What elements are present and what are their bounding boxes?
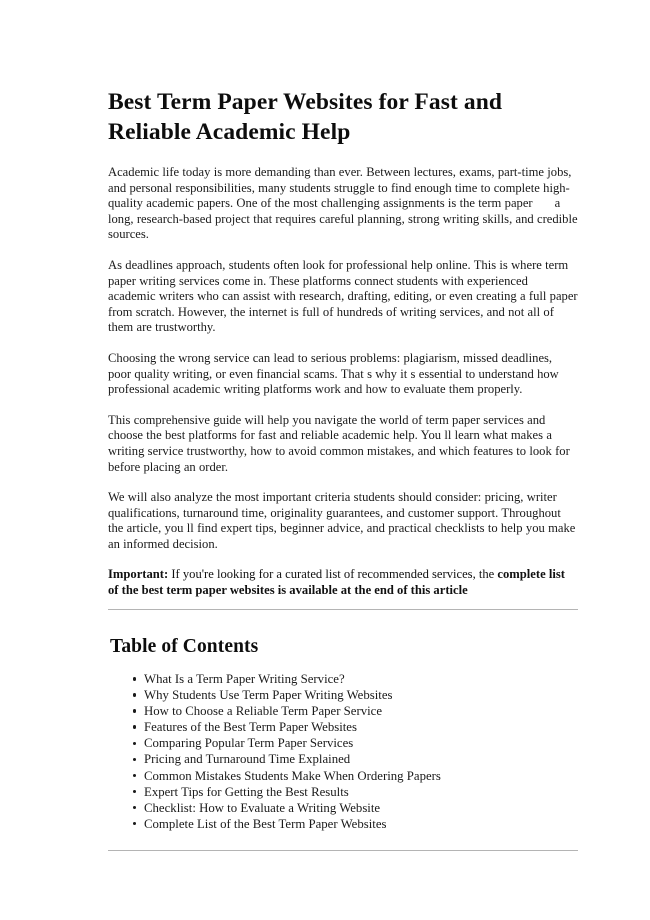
toc-item-label: What Is a Term Paper Writing Service? bbox=[144, 672, 345, 686]
list-item[interactable] bbox=[144, 735, 574, 751]
bullet-icon bbox=[133, 822, 136, 825]
toc-heading: Table of Contents bbox=[110, 636, 259, 657]
list-item[interactable] bbox=[144, 671, 574, 687]
toc-item-label: Comparing Popular Term Paper Services bbox=[144, 736, 354, 751]
bullet-icon bbox=[133, 806, 136, 809]
list-item[interactable] bbox=[144, 816, 574, 832]
bullet-icon bbox=[133, 709, 136, 712]
toc-list bbox=[128, 671, 574, 832]
list-item[interactable] bbox=[144, 751, 574, 767]
page-title: Best Term Paper Websites for Fast and Reliable Academic Help bbox=[108, 89, 503, 145]
bullet-icon bbox=[133, 774, 136, 777]
list-item[interactable] bbox=[144, 719, 574, 735]
toc-item-label: Features of the Best Term Paper Websites bbox=[144, 720, 357, 735]
paragraph-criteria: We will also analyze the most important criteria students should consider: pricing, writer qualifications, turnaround time, originality guarantees, and customer support. Throughout the article, you ll find expert tips, beginner advice, and practical checklists to help you make an informed decision. bbox=[108, 490, 576, 551]
toc-item-label: How to Choose a Reliable Term Paper Service bbox=[144, 704, 383, 719]
bullet-icon bbox=[133, 693, 136, 696]
list-item[interactable] bbox=[144, 784, 574, 800]
important-note bbox=[108, 567, 578, 598]
toc-item-label: Complete List of the Best Term Paper Websites bbox=[144, 816, 387, 831]
bullet-icon bbox=[133, 677, 136, 680]
toc-item-label: Checklist: How to Evaluate a Writing Website bbox=[144, 800, 381, 815]
bullet-icon bbox=[133, 742, 136, 745]
list-item[interactable] bbox=[144, 768, 574, 784]
paragraph-services-overview: As deadlines approach, students often look for professional help online. This is where term paper writing services come in. These platforms connect students with experienced academic writers who can assist with research, drafting, editing, or even creating a full paper from scratch. However, the internet is full of hundreds of writing services, and not all of them are trustworthy. bbox=[108, 257, 578, 335]
toc-item-label: Why Students Use Term Paper Writing Websites bbox=[144, 688, 393, 703]
important-note-emphasis: complete list of the best term paper websites is available at the end of this article bbox=[108, 567, 565, 598]
paragraph-risks: Choosing the wrong service can lead to serious problems: plagiarism, missed deadlines, poor quality writing, or even financial scams. That s why it s essential to understand how professional academic writing platforms work and how to evaluate them properly. bbox=[108, 350, 559, 397]
toc-item-label: Common Mistakes Students Make When Ordering Papers bbox=[144, 768, 441, 783]
toc-item-label: Expert Tips for Getting the Best Results bbox=[144, 784, 349, 799]
bullet-icon bbox=[133, 758, 136, 761]
bullet-icon bbox=[133, 725, 136, 728]
toc-item-label: Pricing and Turnaround Time Explained bbox=[144, 752, 351, 767]
divider-below-toc bbox=[108, 850, 578, 851]
important-label: Important: bbox=[108, 567, 169, 582]
divider-above-toc bbox=[108, 609, 578, 610]
paragraph-guide-purpose: This comprehensive guide will help you navigate the world of term paper services and choose the best platforms for fast and reliable academic help. You ll learn what makes a writing service trustworthy, how to avoid common mistakes, and which features to look for before placing an order. bbox=[108, 412, 570, 474]
important-note-middle: If you're looking for a curated list of recommended services, the bbox=[168, 567, 498, 582]
paragraph-intro-text-after: a long, research-based project that requires careful planning, strong writing skills, and credible sources. bbox=[108, 196, 578, 242]
list-item[interactable] bbox=[144, 687, 574, 703]
paragraph-intro-text-before: Academic life today is more demanding than ever. Between lectures, exams, part-time jobs, and personal responsibilities, many students struggle to find enough time to complete high-quality academic papers. One of the most challenging assignments is the term paper bbox=[108, 165, 572, 211]
list-item[interactable] bbox=[144, 703, 574, 719]
bullet-icon bbox=[133, 790, 136, 793]
paragraph-intro bbox=[108, 165, 578, 243]
document-body bbox=[108, 88, 578, 599]
list-item[interactable] bbox=[144, 800, 574, 816]
